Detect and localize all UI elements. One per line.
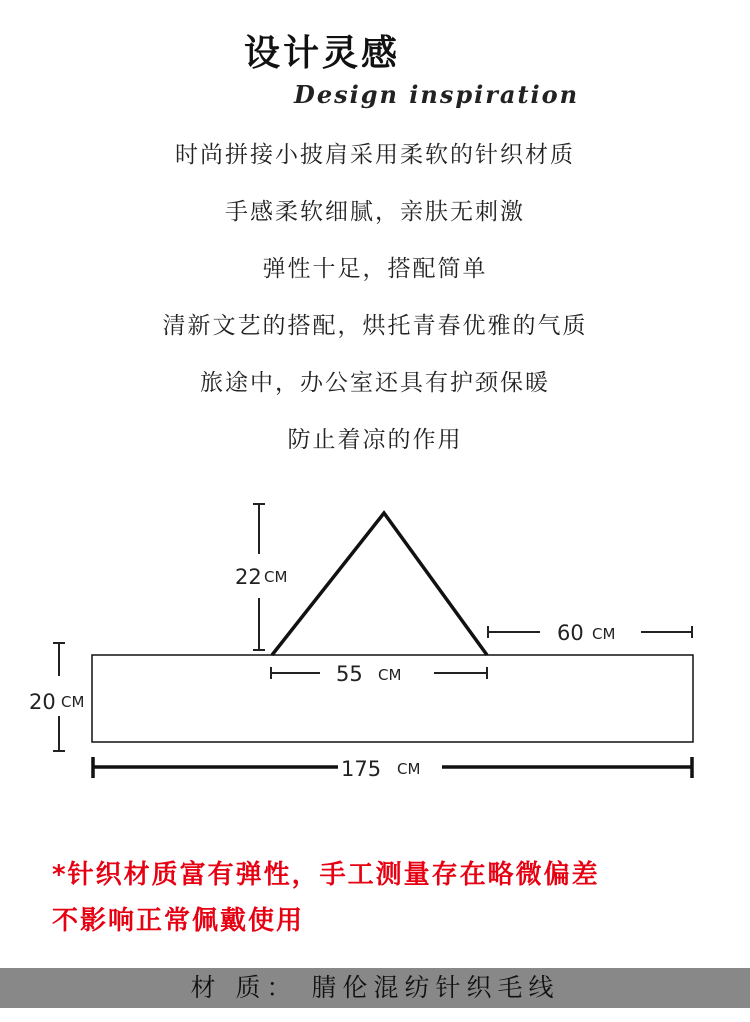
body-height-unit: CM [61, 693, 85, 711]
description-line: 旅途中，办公室还具有护颈保暖 [200, 370, 550, 396]
triangle-height-unit: CM [264, 568, 288, 586]
description-line: 时尚拼接小披肩采用柔软的针织材质 [175, 142, 575, 168]
side-length-dimension [488, 621, 692, 645]
side-length-value: 60 [557, 621, 584, 645]
triangle-height-value: 22 [235, 565, 262, 589]
section-title: 设计灵感 [244, 33, 401, 74]
description-line: 弹性十足，搭配简单 [262, 256, 488, 282]
triangle-height-dimension [235, 504, 287, 650]
collar-triangle-outline [272, 513, 487, 655]
description-line: 防止着凉的作用 [287, 427, 463, 453]
total-length-value: 175 [341, 757, 382, 781]
material-label: 材 质： 腈伦混纺针织毛线 [190, 973, 560, 1002]
body-height-dimension [29, 643, 84, 751]
note-line: 不影响正常佩戴使用 [52, 906, 305, 936]
description-line: 手感柔软细腻，亲肤无刺激 [225, 199, 525, 225]
triangle-base-unit: CM [378, 666, 402, 684]
measurement-note [52, 852, 600, 944]
section-subtitle: Design inspiration [294, 80, 580, 109]
description-line: 清新文艺的搭配，烘托青春优雅的气质 [162, 313, 588, 339]
description-block [0, 135, 750, 477]
side-length-unit: CM [592, 625, 616, 643]
size-diagram [0, 490, 750, 790]
triangle-base-value: 55 [336, 662, 363, 686]
body-height-value: 20 [29, 690, 56, 714]
triangle-base-dimension [271, 662, 487, 686]
total-length-dimension [93, 757, 692, 781]
total-length-unit: CM [397, 760, 421, 778]
note-line: *针织材质富有弹性，手工测量存在略微偏差 [52, 860, 600, 890]
material-footer [0, 968, 750, 1008]
